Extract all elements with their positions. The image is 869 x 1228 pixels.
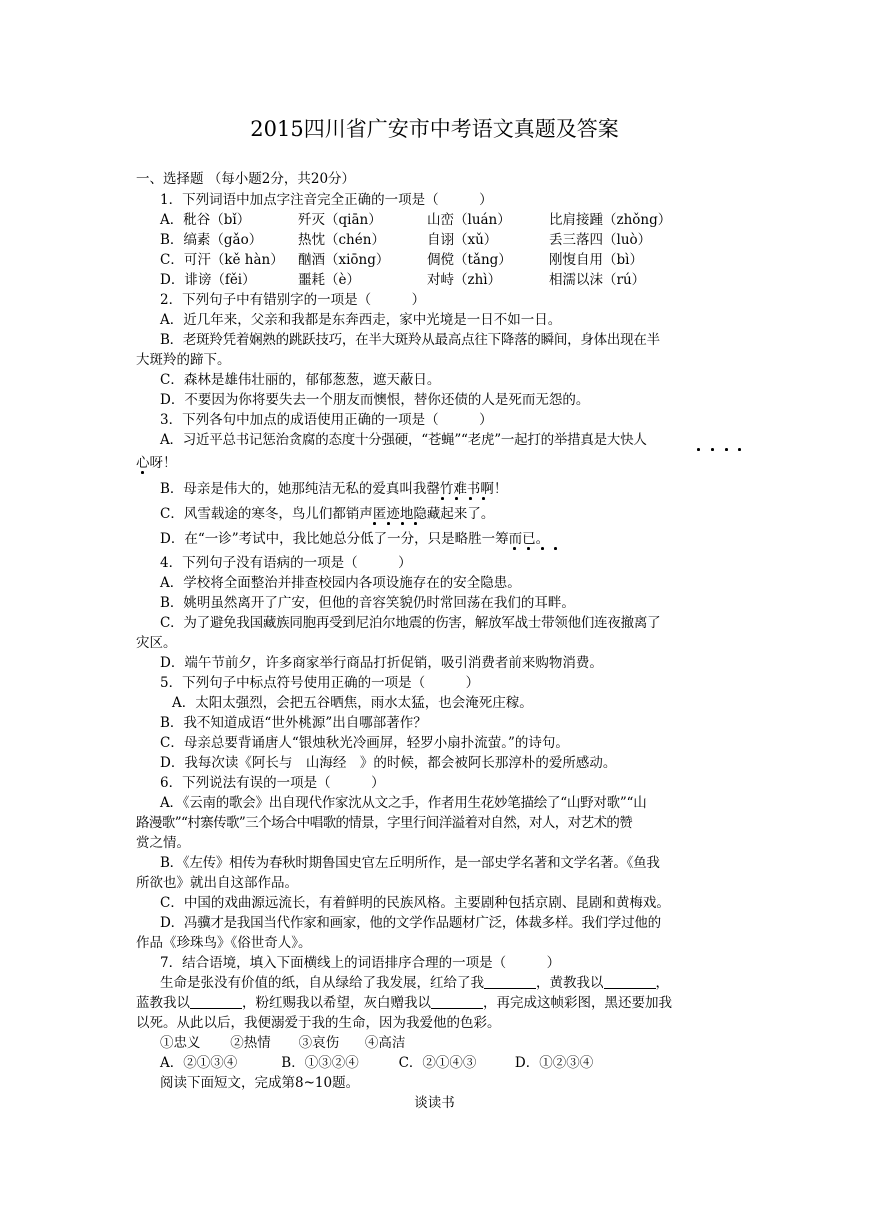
q2-option-a: A．近几年来，父亲和我都是东奔西走，家中光境是一日不如一日。 xyxy=(160,312,562,328)
q2-option-d: D．不要因为你将要失去一个朋友而懊恨，替你还债的人是死而无怨的。 xyxy=(160,392,590,408)
q7-stem: 7．结合语境，填入下面横线上的词语排序合理的一项是（ ） xyxy=(160,955,561,971)
q1-a-word1: A．秕谷（bǐ） xyxy=(160,212,251,228)
q7-answer-d: D．①②③④ xyxy=(514,1055,594,1071)
q3-option-d: D．在“一诊”考试中，我比她总分低了一分，只是略胜一筹而已。 xyxy=(160,531,550,547)
q1-option-c xyxy=(160,250,760,270)
q7-answer-c: C．②①④③ xyxy=(398,1055,477,1071)
q6-option-b-cont: 所欲也》就出自这部作品。 xyxy=(136,875,298,891)
q3-option-c: C．风雪载途的寒冬，鸟儿们都销声匿迹地隐藏起来了。 xyxy=(160,506,495,522)
q7-text: ，粉红赐我以希望，灰白赠我以 xyxy=(242,995,431,1011)
q7-word: ①忠义 xyxy=(160,1035,201,1051)
q7-answer-a: A．②①③④ xyxy=(160,1055,238,1071)
q6-option-a: A．《云南的歌会》出自现代作家沈从文之手，作者用生花妙笔描绘了“山野对歌”“山 xyxy=(160,795,647,811)
q7-text: ， xyxy=(655,975,669,991)
q4-option-b: B．姚明虽然离开了广安，但他的音容笑貌仍时常回荡在我们的耳畔。 xyxy=(160,595,575,611)
q6-option-d-cont: 作品《珍珠鸟》《俗世奇人》。 xyxy=(136,935,312,951)
q7-passage-line1 xyxy=(160,973,760,993)
q3-stem: 3．下列各句中加点的成语使用正确的一项是（ ） xyxy=(160,412,493,428)
q1-a-word3: 山峦（luán） xyxy=(427,212,511,228)
q1-d-word4: 相濡以沫（rú） xyxy=(549,272,646,288)
fill-blank xyxy=(604,974,656,989)
q7-word: ④高洁 xyxy=(364,1035,406,1051)
q4-stem: 4．下列句子没有语病的一项是（ ） xyxy=(160,555,412,571)
q5-stem: 5．下列句子中标点符号使用正确的一项是（ ） xyxy=(160,675,480,691)
q1-stem: 1．下列词语中加点字注音完全正确的一项是（ ） xyxy=(160,192,493,208)
q4-option-a: A．学校将全面整治并排查校园内各项设施存在的安全隐患。 xyxy=(160,575,521,591)
q6-option-a-cont: 路漫歌”“村寨传歌”三个场合中唱歌的情景，字里行间洋溢着对自然，对人，对艺术的赞 xyxy=(136,815,633,831)
section-header: 一、选择题 （每小题2分，共20分） xyxy=(136,171,356,187)
fill-blank xyxy=(190,994,242,1009)
q6-stem: 6．下列说法有误的一项是（ ） xyxy=(160,775,385,791)
q1-d-word2: 噩耗（è） xyxy=(298,272,360,288)
q3-option-a: A．习近平总书记惩治贪腐的态度十分强硬，“苍蝇”“老虎”一起打的举措真是大快人 xyxy=(160,432,647,448)
q5-option-c: C．母亲总要背诵唐人“银烛秋光冷画屏，轻罗小扇扑流萤。”的诗句。 xyxy=(160,735,569,751)
fill-blank xyxy=(484,974,536,989)
q7-word: ②热情 xyxy=(230,1035,271,1051)
q6-option-a-cont2: 赏之情。 xyxy=(136,835,190,851)
q1-b-word2: 热忱（chén） xyxy=(298,232,385,248)
q7-word-list xyxy=(160,1033,760,1053)
q7-text: ，黄教我以 xyxy=(536,975,604,991)
q4-option-d: D．端午节前夕，许多商家举行商品打折促销，吸引消费者前来购物消费。 xyxy=(160,655,603,671)
q7-word: ③哀伤 xyxy=(298,1035,340,1051)
q5-option-b: B．我不知道成语“世外桃源”出自哪部著作？ xyxy=(160,715,427,731)
q2-option-b-cont: 大斑羚的蹄下。 xyxy=(136,352,231,368)
q1-b-word1: B．缟素（gǎo） xyxy=(160,232,263,248)
q6-option-b: B．《左传》相传为春秋时期鲁国史官左丘明所作，是一部史学名著和文学名著。《鱼我 xyxy=(160,855,660,871)
q5-option-a: A．太阳太强烈，会把五谷晒焦，雨水太猛，也会淹死庄稼。 xyxy=(172,695,533,711)
q1-c-word4: 刚愎自用（bì） xyxy=(549,252,643,268)
page-title: 2015四川省广安市中考语文真题及答案 xyxy=(250,117,619,141)
fill-blank xyxy=(431,994,483,1009)
q7-text: 生命是张没有价值的纸，自从绿给了我发展，红给了我 xyxy=(160,975,484,991)
q7-text: 蓝教我以 xyxy=(136,995,190,1011)
q1-option-d xyxy=(160,270,760,290)
q1-b-word4: 丢三落四（luò） xyxy=(549,232,652,248)
q1-b-word3: 自诩（xǔ） xyxy=(427,232,498,248)
q1-d-word3: 对峙（zhì） xyxy=(427,272,502,288)
q2-option-b: B．老斑羚凭着娴熟的跳跃技巧，在半大斑羚从最高点往下降落的瞬间，身体出现在半 xyxy=(160,332,660,348)
q2-option-c: C．森林是雄伟壮丽的，郁郁葱葱，遮天蔽日。 xyxy=(160,372,441,388)
q1-c-word2: 酗酒（xiōng） xyxy=(298,252,390,268)
q1-d-word1: D．诽谤（fěi） xyxy=(160,272,256,288)
q1-option-a xyxy=(160,210,760,230)
q1-a-word2: 歼灭（qiān） xyxy=(298,212,382,228)
q1-c-word1: C．可汗（kě hàn） xyxy=(160,252,284,268)
q4-option-c-cont: 灾区。 xyxy=(136,635,177,651)
q7-passage-line2 xyxy=(136,993,736,1013)
q1-c-word3: 倜傥（tǎng） xyxy=(427,252,512,268)
q7-text: ，再完成这帧彩图，黑还要加我 xyxy=(483,995,672,1011)
reading-title: 谈读书 xyxy=(414,1095,455,1111)
q6-option-c: C．中国的戏曲源远流长，有着鲜明的民族风格。主要剧种包括京剧、昆剧和黄梅戏。 xyxy=(160,895,670,911)
q6-option-d: D．冯骥才是我国当代作家和画家，他的文学作品题材广泛，体裁多样。我们学过他的 xyxy=(160,915,661,931)
q2-stem: 2．下列句子中有错别字的一项是（ ） xyxy=(160,292,426,308)
q7-answer-b: B．①③②④ xyxy=(281,1055,359,1071)
q7-answers xyxy=(160,1053,760,1073)
q7-passage-line3: 以死。从此以后，我便溺爱于我的生命，因为我爱他的色彩。 xyxy=(136,1015,501,1031)
q1-option-b xyxy=(160,230,760,250)
q3-option-a-cont: 心呀！ xyxy=(136,455,177,471)
q5-option-d: D．我每次读《阿长与 山海经 》的时候，都会被阿长那淳朴的爱所感动。 xyxy=(160,755,617,771)
q4-option-c: C．为了避免我国藏族同胞再受到尼泊尔地震的伤害，解放军战士带领他们连夜撤离了 xyxy=(160,615,661,631)
q1-a-word4: 比肩接踵（zhǒng） xyxy=(549,212,672,228)
reading-intro: 阅读下面短文，完成第8~10题。 xyxy=(160,1075,360,1091)
q3-option-b: B．母亲是伟大的，她那纯洁无私的爱真叫我罄竹难书啊！ xyxy=(160,481,508,497)
